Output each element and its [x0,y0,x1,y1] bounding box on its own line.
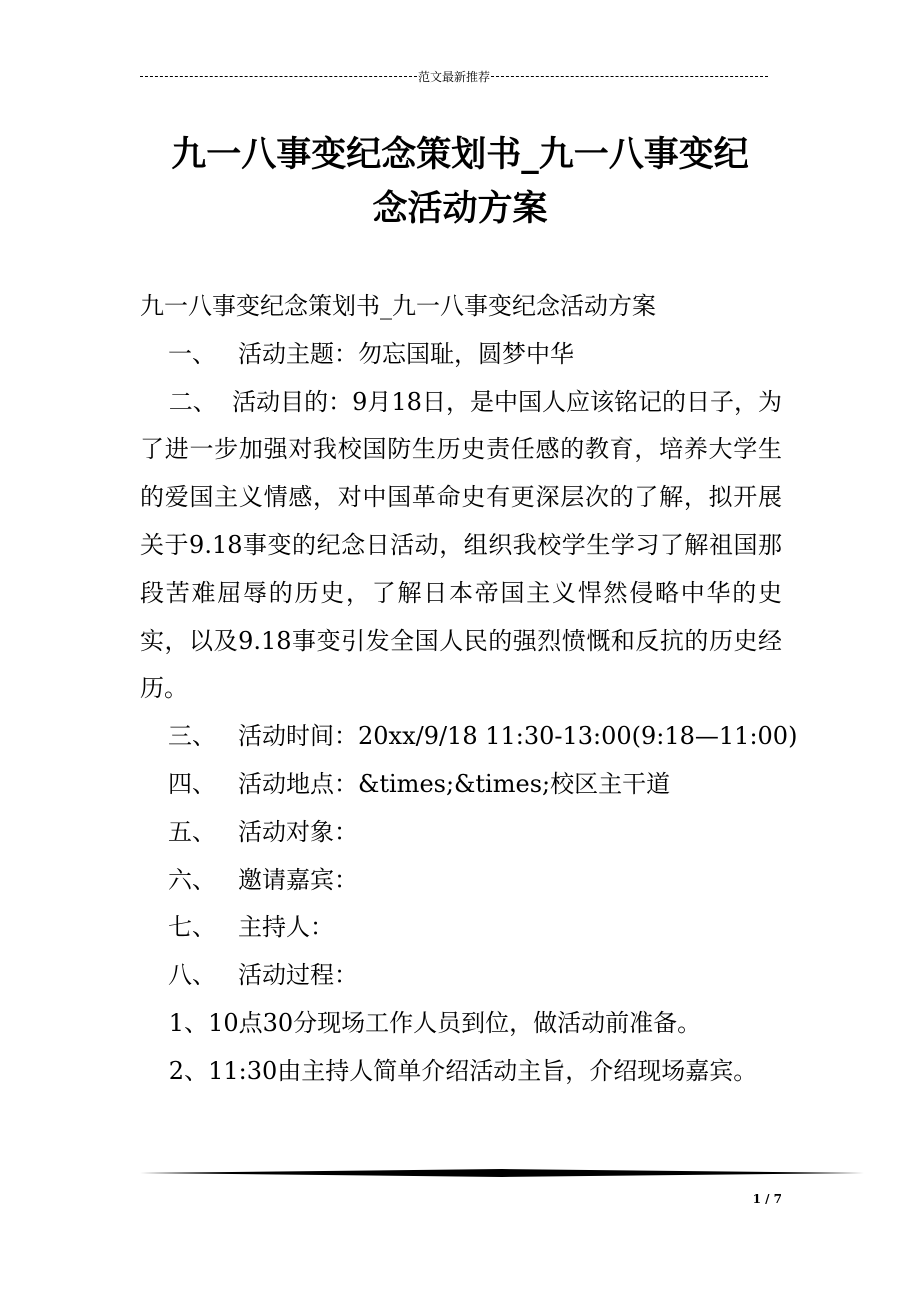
section-number: 八、 [168,961,216,990]
section-location [140,761,782,809]
section-number: 七、 [168,913,216,942]
header-dash-right [491,76,768,77]
section-time [140,713,798,761]
section-number: 二、 [168,387,217,416]
footer-rule [140,1168,864,1178]
section-number: 一、 [168,339,216,368]
document-title [140,128,780,236]
title-line-1: 九一八事变纪念策划书_九一八事变纪 [171,135,749,175]
section-guests [140,857,782,905]
section-number: 三、 [168,722,216,751]
section-text: 活动目的：9月18日，是中国人应该铭记的日子，为了进一步加强对我校国防生历史责任感的教育，培养大学生的爱国主义情感，对中国革命史有更深层次的了解，拟开展关于9.18事变的纪念日活动，组织我校学生学习了解祖国那段苦难屈辱的历史，了解日本帝国主义悍然侵略中华的史实，以及9.18事变引发全国人民的强烈愤慨和反抗的历史经历。 [140,387,783,703]
section-number: 五、 [168,817,216,846]
section-process [140,952,782,1000]
page-number: 1 / 7 [752,1192,782,1206]
page-header [140,66,768,86]
header-dash-left [140,76,417,77]
section-host [140,904,782,952]
title-line-2: 念活动方案 [372,189,548,229]
section-text: 主持人： [238,913,334,942]
section-theme [140,331,782,379]
section-text: 活动主题：勿忘国耻，圆梦中华 [238,339,574,368]
section-text: 活动对象： [238,817,358,846]
section-text: 邀请嘉宾： [238,865,358,894]
intro-paragraph: 九一八事变纪念策划书_九一八事变纪念活动方案 [140,292,656,320]
process-step-2: 2、11:30由主持人简单介绍活动主旨，介绍现场嘉宾。 [168,1056,758,1085]
section-text: 活动过程： [238,961,358,990]
document-body [140,283,798,1096]
section-text: 活动地点：&times;&times;校区主干道 [238,769,671,798]
section-audience [140,809,782,857]
section-number: 四、 [168,769,216,798]
header-label: 范文最新推荐 [418,69,491,84]
section-purpose [140,379,782,714]
section-number: 六、 [168,865,216,894]
section-text: 活动时间：20xx/9/18 11:30-13:00(9:18—11:00) [238,722,798,751]
process-step-1: 1、10点30分现场工作人员到位，做活动前准备。 [168,1008,702,1037]
